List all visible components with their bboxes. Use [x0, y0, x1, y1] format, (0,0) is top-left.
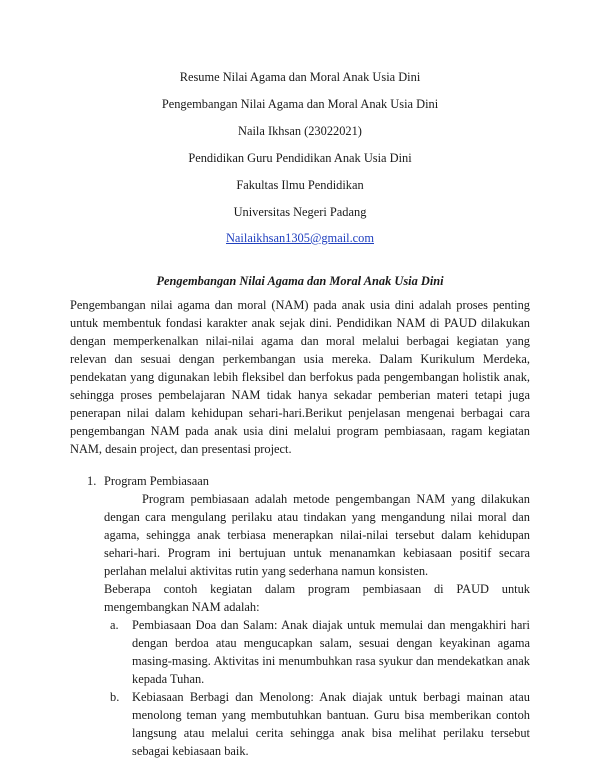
email-link[interactable]: Nailaikhsan1305@gmail.com — [225, 231, 375, 245]
intro-paragraph: Pengembangan nilai agama dan moral (NAM) pada anak usia dini adalah proses penting untuk membentuk fondasi karakter anak sejak dini. Pendidikan NAM di PAUD dilakukan dengan memperkenalkan nilai-nilai agama dan moral melalui berbagai kegiatan yang relevan dan sesuai dengan perkembangan usia mereka. Dalam Kurikulum Merdeka, pendekatan yang digunakan lebih fleksibel dan berfokus pada pengembangan holistik anak, sehingga proses pembelajaran NAM tidak hanya sekadar pemberian materi tetapi juga penerapan nilai dalam kehidupan sehari-hari.Berikut penjelasan mengenai berbagai cara pengembangan NAM pada anak usia dini melalui program pembiasaan, ragam kegiatan NAM, desain project, dan presentasi project. — [70, 298, 530, 456]
section-heading: Pengembangan Nilai Agama dan Moral Anak Usia Dini — [156, 274, 444, 288]
course-title: Pengembangan Nilai Agama dan Moral Anak Usia Dini — [161, 97, 439, 111]
resume-title: Resume Nilai Agama dan Moral Anak Usia Dini — [179, 70, 421, 84]
list-item-text: Kebiasaan Berbagi dan Menolong: Anak diajak untuk berbagi mainan atau menolong teman yang membutuhkan bantuan. Guru bisa memberikan contoh langsung atau melalui cerita sehingga anak bisa melihat perilaku tersebut sebagai kebiasaan baik. — [132, 690, 530, 758]
document-body — [70, 296, 530, 760]
study-program: Pendidikan Guru Pendidikan Anak Usia Dini — [188, 151, 412, 165]
list-marker: a. — [110, 618, 119, 632]
faculty: Fakultas Ilmu Pendidikan — [236, 178, 364, 192]
university: Universitas Negeri Padang — [233, 205, 367, 219]
section-paragraph-1: Program pembiasaan adalah metode pengembangan NAM yang dilakukan dengan cara mengulang perilaku atau tindakan yang mengandung nilai moral dan agama, sehingga anak terbiasa menerapkan nilai-nilai tersebut dalam kehidupan sehari-hari. Program ini bertujuan untuk menanamkan kebiasaan positif secara perlahan melalui aktivitas rutin yang sederhana namun konsisten. — [104, 492, 530, 578]
list-item-a — [104, 616, 530, 688]
section-paragraph-2: Beberapa contoh kegiatan dalam program pembiasaan di PAUD untuk mengembangkan NAM adalah: — [104, 582, 530, 614]
section-title: Program Pembiasaan — [104, 474, 209, 488]
author-name: Naila Ikhsan (23022021) — [238, 124, 362, 138]
section-number: 1. — [87, 474, 97, 488]
list-item-text: Pembiasaan Doa dan Salam: Anak diajak untuk memulai dan mengakhiri hari dengan berdoa atau mengucapkan salam, sesuai dengan keyakinan agama masing-masing. Aktivitas ini menumbuhkan rasa syukur dan mendekatkan anak kepada Tuhan. — [132, 618, 530, 686]
list-marker: b. — [110, 690, 120, 704]
section-1 — [70, 472, 530, 760]
list-item-b — [104, 688, 530, 760]
